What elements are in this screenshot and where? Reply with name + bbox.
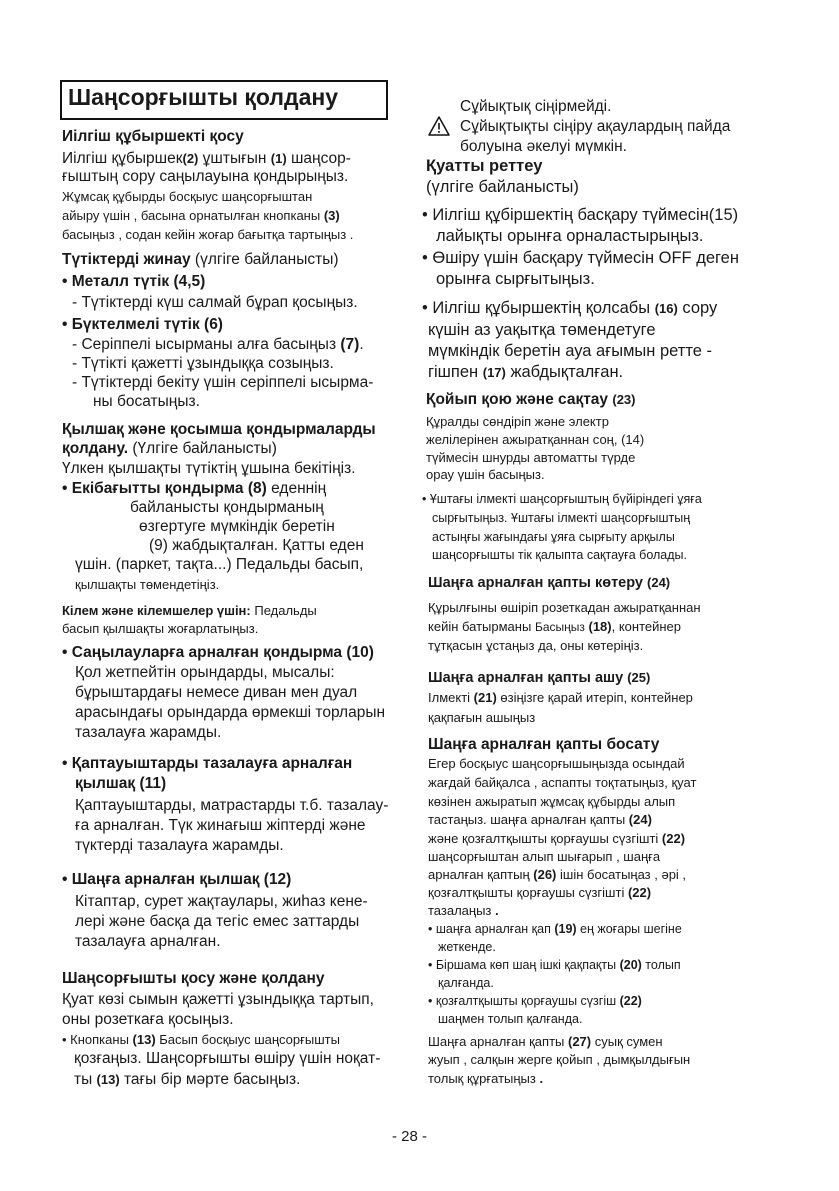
connect-heading: Шаңсорғышты қосу және қолдану — [62, 970, 325, 987]
page-title: Шаңсорғышты қолдану — [68, 84, 339, 110]
brush-heading-1: Қылшақ және қосымша қондырмаларды — [62, 421, 376, 438]
dust-brush-line-2: лері және басқа да тегіс емес заттарды — [75, 913, 360, 930]
two-way-line-2: байланысты қондырманың — [130, 499, 324, 516]
two-way-line-3: өзгертуге мүмкіндік беретін — [139, 518, 335, 535]
connect-line-2: оны розеткаға қосыңыз. — [62, 1011, 234, 1028]
wash-line-3: толық құрғатыңыз . — [428, 1071, 544, 1086]
lift-heading: Шаңға арналған қапты көтеру (24) — [428, 575, 671, 591]
bullet-3-line-1: • қозғалтқышты қорғаушы сүзгіш (22) — [428, 994, 642, 1008]
upholstery-heading-2: қылшақ (11) — [75, 775, 167, 792]
hose-heading: Иілгіш құбыршекті қосу — [62, 128, 244, 145]
connect-line-4: қозғаңыз. Шаңсорғышты өшіру үшін ноқат- — [74, 1050, 381, 1067]
warning-triangle-icon — [428, 116, 450, 136]
warning-line-1: Сұйықтық сіңірмейді. — [460, 98, 612, 115]
metal-tube-heading: • Металл түтік (4,5) — [62, 273, 206, 290]
two-way-heading: • Екібағытты қондырма (8) еденнің — [62, 480, 327, 497]
empty-line-6: шаңсорғыштан алып шығарып , шаңға — [428, 849, 661, 864]
storage-line-8: шаңсорғышты тік қалыпта сақтауға болады. — [432, 548, 687, 562]
power-line-3: • Өшіру үшін басқару түймесін OFF деген — [422, 249, 739, 267]
fold-tube-line-1: - Серіппелі ысырманы алға басыңыз (7). — [72, 336, 364, 353]
hose-line-3: Жұмсақ құбырды босқыус шаңсорғыштан — [62, 189, 313, 204]
upholstery-line-1: Қаптауыштарды, матрастарды т.б. тазалау- — [75, 797, 389, 814]
open-line-1: Ілмекті (21) өзіңізге қарай итеріп, контейнер — [428, 690, 693, 705]
empty-line-2: жағдай байқалса , аспапты тоқтатыңыз, қуат — [428, 775, 697, 790]
bullet-2-line-1: • Біршама көп шаң ішкі қақпақты (20) толып — [428, 958, 681, 972]
power-line-7: мүмкіндік беретін ауа ағымын ретте - — [428, 342, 712, 360]
dust-brush-heading: • Шаңға арналған қылшақ (12) — [62, 871, 292, 888]
storage-line-2: желілерінен ажыратқаннан соң, (14) — [426, 432, 645, 447]
bullet-3-line-2: шаңмен толып қалғанда. — [438, 1012, 583, 1026]
two-way-line-4: (9) жабдықталған. Қатты еден — [149, 537, 364, 554]
fold-tube-line-3: - Түтіктерді бекіту үшін серіппелі ысырма- — [72, 374, 374, 391]
storage-heading: Қойып қою және сақтау (23) — [426, 391, 636, 408]
hose-line-4: айыру үшін , басына орнатылған кнопканы (3) — [62, 208, 340, 223]
fold-tube-heading: • Бүктелмелі түтік (6) — [62, 316, 223, 333]
crevice-heading: • Саңылауларға арналған қондырма (10) — [62, 644, 374, 661]
power-line-5: • Иілгіш құбыршектің қолсабы (16) сору — [422, 299, 718, 317]
wash-line-1: Шаңға арналған қапты (27) суық сумен — [428, 1034, 663, 1049]
storage-line-1: Құралды сөндіріп және электр — [426, 414, 609, 429]
storage-line-6: сырғытыңыз. Ұштағы ілмекті шаңсорғыштың — [432, 511, 691, 525]
storage-line-4: орау үшін басыңыз. — [426, 467, 545, 482]
storage-line-3: түймесін шнурды автоматты түрде — [426, 450, 636, 465]
page-number: - 28 - — [392, 1128, 428, 1145]
power-heading-2: (үлгіге байланысты) — [426, 178, 579, 196]
warning-line-2: Сұйықтықты сіңіру ақаулардың пайда — [460, 118, 731, 135]
empty-heading: Шаңға арналған қапты босату — [428, 736, 660, 753]
brush-heading-2: қолдану. (Үлгіге байланысты) — [62, 440, 277, 457]
connect-line-5: ты (13) тағы бір мәрте басыңыз. — [74, 1071, 301, 1088]
storage-line-7: астыңғы жағындағы ұяға сырғыту арқылы — [432, 530, 675, 544]
power-line-4: орынға сырғытыңыз. — [436, 270, 595, 288]
hose-line-1: Иілгіш құбыршек(2) ұштығын (1) шаңсор- — [62, 150, 351, 167]
power-line-8: гішпен (17) жабдықталған. — [428, 363, 624, 381]
crevice-line-1: Қол жетпейтін орындарды, мысалы: — [75, 664, 335, 681]
empty-line-9: тазалаңыз . — [428, 903, 499, 918]
upholstery-line-2: ға арналған. Түк жинағыш жіптерді және — [75, 817, 366, 834]
dust-brush-line-1: Кітаптар, сурет жақтаулары, жиһаз кене- — [75, 893, 368, 910]
empty-line-7: арналған қаптың (26) ішін босатыңаз , әрі , — [428, 867, 687, 882]
bullet-1-line-2: жеткенде. — [438, 940, 496, 954]
empty-line-3: көзінен ажыратып жұмсақ құбырды алып — [428, 794, 676, 809]
two-way-line-6: қылшақты төмендетіңіз. — [75, 577, 220, 592]
upholstery-line-3: түктерді тазалауға жарамды. — [75, 837, 284, 854]
storage-line-5: • Ұштағы ілмекті шаңсорғыштың бүйіріндегі ұяға — [422, 492, 702, 506]
power-line-1: • Иілгіш құбіршектің басқару түймесін(15) — [422, 206, 739, 224]
two-way-line-5: үшін. (паркет, тақта...) Педальды басып, — [75, 556, 364, 573]
bullet-2-line-2: қалғанда. — [438, 976, 494, 990]
crevice-line-3: арасындағы орындарда өрмекші торларын — [75, 704, 386, 721]
bullet-1-line-1: • шаңға арналған қап (19) ең жоғары шегіне — [428, 922, 682, 936]
empty-line-4: тастаңыз. шаңға арналған қапты (24) — [428, 812, 652, 827]
carpet-line-1: Кілем және кілемшелер үшін: Педальды — [62, 603, 317, 618]
lift-line-2: кейін батырманы Басыңыз (18), контейнер — [428, 619, 682, 634]
wash-line-2: жуып , салқын жерге қойып , дымқылдығын — [428, 1052, 691, 1067]
open-heading: Шаңға арналған қапты ашу (25) — [428, 670, 651, 686]
power-heading: Қуатты реттеу — [426, 157, 543, 175]
tubes-heading: Түтіктерді жинау (үлгіге байланысты) — [62, 251, 339, 268]
dust-brush-line-3: тазалауға арналған. — [75, 933, 221, 950]
open-line-2: қақпағын ашыңыз — [428, 710, 536, 725]
connect-line-1: Қуат көзі сымын қажетті ұзындыққа тартып, — [62, 991, 374, 1008]
empty-line-1: Егер босқыус шаңсорғышыңызда осындай — [428, 756, 685, 771]
empty-line-8: қозғалтқышты қорғаушы сүзгішті (22) — [428, 885, 652, 900]
fold-tube-line-4: ны босатыңыз. — [93, 393, 200, 410]
empty-line-5: және қозғалтқышты қорғаушы сүзгішті (22) — [428, 831, 686, 846]
power-line-6: күшін аз уақытқа төмендетуге — [428, 321, 656, 339]
carpet-line-2: басып қылшақты жоғарлатыңыз. — [62, 621, 259, 636]
hose-line-5: басыңыз , содан кейін жоғар бағытқа тартыңыз . — [62, 227, 354, 242]
lift-line-3: тұтқасын ұстаңыз да, оны көтеріңіз. — [428, 638, 644, 653]
fold-tube-line-2: - Түтікті қажетті ұзындыққа созыңыз. — [72, 355, 334, 372]
hose-line-2: ғыштың сору саңылауына қондырыңыз. — [62, 168, 349, 185]
warning-line-3: болуына әкелуі мүмкін. — [460, 138, 627, 155]
brush-line-1: Үлкен қылшақты түтіктің ұшына бекітіңіз. — [62, 460, 356, 477]
connect-line-3: • Кнопканы (13) Басып босқыус шаңсорғышты — [62, 1032, 340, 1047]
upholstery-heading-1: • Қаптауыштарды тазалауға арналған — [62, 755, 353, 772]
crevice-line-2: бұрыштардағы немесе диван мен дуал — [75, 684, 358, 701]
metal-tube-line-1: - Түтіктерді күш салмай бұрап қосыңыз. — [72, 294, 358, 311]
lift-line-1: Құрылғыны өшіріп розеткадан ажыратқаннан — [428, 600, 701, 615]
power-line-2: лайықты орынға орналастырыңыз. — [436, 227, 704, 245]
crevice-line-4: тазалауға жарамды. — [75, 724, 222, 741]
